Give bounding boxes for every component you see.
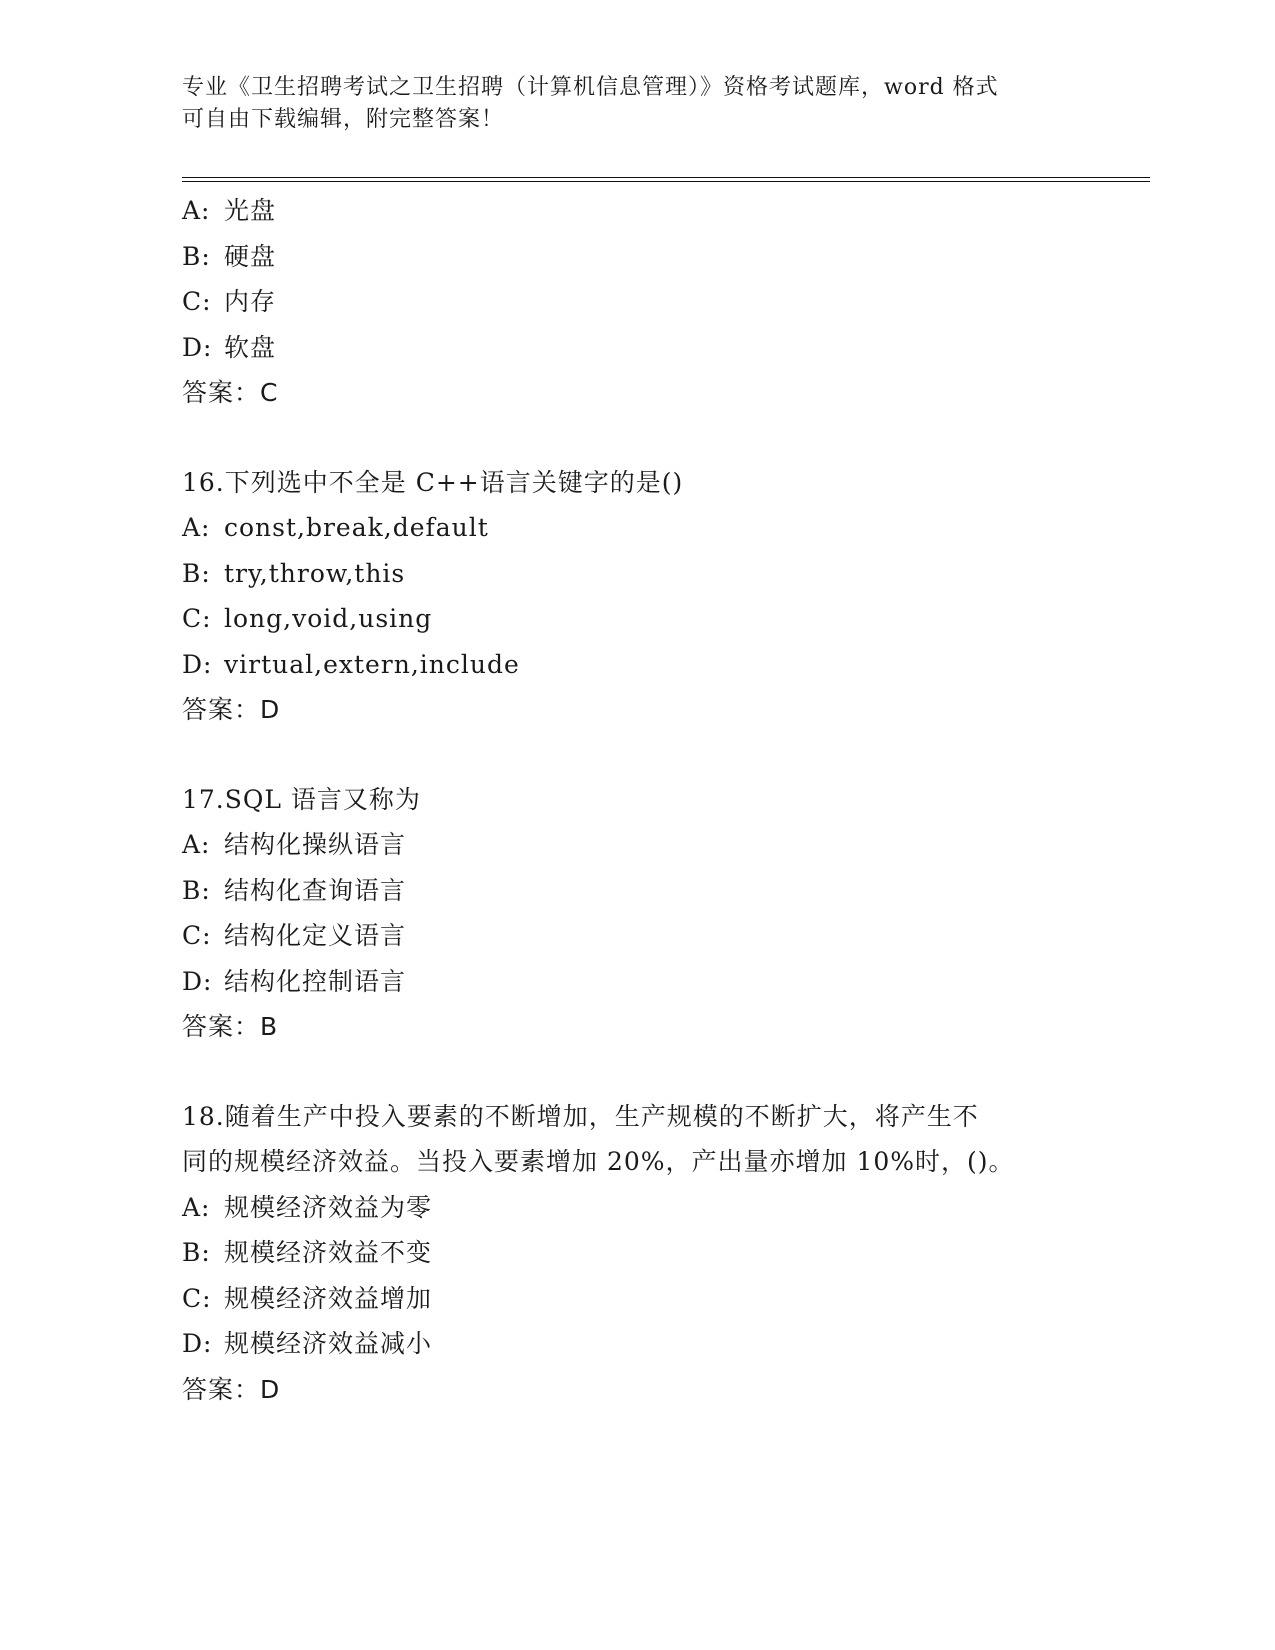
question-17 xyxy=(182,777,1082,1050)
option-text: 硬盘 xyxy=(224,241,277,271)
answer: 答案：D xyxy=(182,695,281,724)
option-label: A: xyxy=(182,830,211,859)
header-divider-top xyxy=(182,177,1150,178)
option-a xyxy=(182,188,1082,234)
option-c xyxy=(182,913,1082,959)
option-text: virtual,extern,include xyxy=(224,649,520,679)
option-b xyxy=(182,551,1082,597)
option-b xyxy=(182,234,1082,280)
option-c xyxy=(182,279,1082,325)
option-label: D: xyxy=(182,649,213,679)
option-text: try,throw,this xyxy=(224,558,406,588)
option-label: D: xyxy=(182,332,213,362)
option-label: B: xyxy=(182,241,211,271)
option-label: D: xyxy=(182,966,213,996)
option-a xyxy=(182,822,1082,868)
option-d xyxy=(182,1321,1082,1367)
option-label: A: xyxy=(182,1192,211,1222)
question-text-line-1: 18.随着生产中投入要素的不断增加，生产规模的不断扩大，将产生不 xyxy=(182,1101,979,1131)
option-label: C: xyxy=(182,921,212,950)
option-text: 结构化定义语言 xyxy=(224,921,407,950)
option-label: C: xyxy=(182,604,212,633)
option-text: 规模经济效益增加 xyxy=(224,1283,433,1313)
option-text: const,break,default xyxy=(224,513,489,542)
option-text: 内存 xyxy=(224,287,277,316)
option-d xyxy=(182,959,1082,1005)
answer: 答案：C xyxy=(182,378,279,407)
option-text: 规模经济效益不变 xyxy=(224,1238,433,1267)
option-label: B: xyxy=(182,558,211,588)
document-header xyxy=(182,72,1062,136)
option-text: long,void,using xyxy=(224,604,433,633)
option-text: 规模经济效益为零 xyxy=(224,1192,433,1222)
option-b xyxy=(182,868,1082,914)
option-text: 结构化查询语言 xyxy=(224,875,407,905)
question-16 xyxy=(182,460,1082,733)
option-text: 光盘 xyxy=(224,196,277,225)
option-label: C: xyxy=(182,287,212,316)
option-text: 结构化操纵语言 xyxy=(224,830,407,859)
header-line-2: 可自由下载编辑，附完整答案！ xyxy=(182,107,505,132)
header-line-1: 专业《卫生招聘考试之卫生招聘（计算机信息管理）》资格考试题库，word 格式 xyxy=(182,75,999,100)
option-label: C: xyxy=(182,1283,212,1313)
option-b xyxy=(182,1230,1082,1276)
option-label: A: xyxy=(182,196,211,225)
question-text: 16.下列选中不全是 C++语言关键字的是() xyxy=(182,467,684,497)
question-list xyxy=(182,188,1082,1412)
question-text: 17.SQL 语言又称为 xyxy=(182,784,421,814)
option-d xyxy=(182,325,1082,371)
question-18 xyxy=(182,1094,1082,1413)
option-c xyxy=(182,1276,1082,1322)
option-text: 软盘 xyxy=(224,332,277,362)
option-d xyxy=(182,642,1082,688)
option-text: 结构化控制语言 xyxy=(224,966,407,996)
option-label: B: xyxy=(182,1238,211,1267)
header-divider-bottom xyxy=(182,181,1150,182)
answer: 答案：B xyxy=(182,1012,279,1041)
option-label: A: xyxy=(182,513,211,542)
answer: 答案：D xyxy=(182,1374,281,1404)
question-15 xyxy=(182,188,1082,416)
option-label: B: xyxy=(182,875,211,905)
option-a xyxy=(182,505,1082,551)
option-a xyxy=(182,1185,1082,1231)
option-c xyxy=(182,596,1082,642)
question-text-line-2: 同的规模经济效益。当投入要素增加 20%，产出量亦增加 10%时，()。 xyxy=(182,1147,1015,1176)
option-label: D: xyxy=(182,1329,213,1358)
option-text: 规模经济效益减小 xyxy=(224,1329,433,1358)
